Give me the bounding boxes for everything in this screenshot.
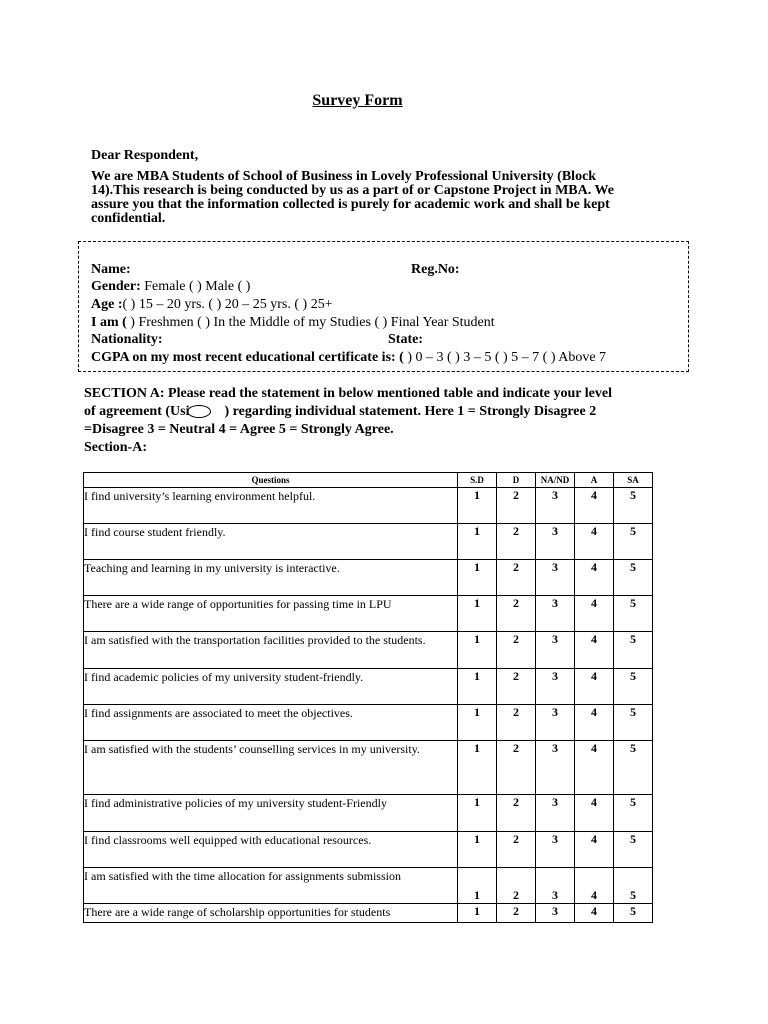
greeting: Dear Respondent, [91, 148, 199, 163]
rating-option-2[interactable]: 2 [497, 488, 536, 524]
rating-option-1[interactable]: 1 [458, 868, 497, 904]
respondent-info-box [78, 241, 689, 372]
table-row [84, 524, 653, 560]
table-row [84, 832, 653, 868]
rating-option-1[interactable]: 1 [458, 560, 497, 596]
gender-options[interactable]: Female ( ) Male ( ) [140, 279, 251, 294]
rating-option-5[interactable]: 5 [614, 596, 653, 632]
rating-option-5[interactable]: 5 [614, 524, 653, 560]
rating-option-2[interactable]: 2 [497, 632, 536, 669]
question-cell: I find academic policies of my university student-friendly. [84, 669, 458, 705]
section-a-text: ) regarding individual statement. Here 1 = Strongly Disagree 2 [224, 404, 597, 419]
state-field[interactable]: State: [388, 332, 423, 347]
rating-option-3[interactable]: 3 [536, 596, 575, 632]
rating-option-5[interactable]: 5 [614, 560, 653, 596]
rating-option-4[interactable]: 4 [575, 524, 614, 560]
year-row [91, 314, 495, 331]
rating-option-2[interactable]: 2 [497, 832, 536, 868]
rating-option-4[interactable]: 4 [575, 832, 614, 868]
rating-option-5[interactable]: 5 [614, 669, 653, 705]
rating-option-1[interactable]: 1 [458, 596, 497, 632]
rating-option-1[interactable]: 1 [458, 669, 497, 705]
table-row [84, 596, 653, 632]
header-sd: S.D [458, 473, 497, 488]
page-title: Survey Form [312, 92, 403, 109]
rating-option-4[interactable]: 4 [575, 560, 614, 596]
intro-line: confidential. [91, 211, 166, 226]
nationality-row [91, 331, 423, 348]
question-cell: I am satisfied with the transportation facilities provided to the students. [84, 632, 458, 669]
regno-field[interactable]: Reg.No: [411, 262, 460, 277]
table-row [84, 488, 653, 524]
cgpa-options[interactable]: ) 0 – 3 ( ) 3 – 5 ( ) 5 – 7 ( ) Above 7 [403, 350, 607, 365]
intro-line: We are MBA Students of School of Business in Lovely Professional University (Block [91, 169, 597, 184]
section-a-heading: Section-A: [84, 440, 147, 455]
rating-option-2[interactable]: 2 [497, 596, 536, 632]
rating-option-3[interactable]: 3 [536, 524, 575, 560]
rating-option-1[interactable]: 1 [458, 795, 497, 832]
rating-option-5[interactable]: 5 [614, 832, 653, 868]
section-a-line: SECTION A: Please read the statement in below mentioned table and indicate your level [84, 386, 612, 401]
year-options[interactable]: ) Freshmen ( ) In the Middle of my Studies ( ) Final Year Student [126, 315, 495, 330]
rating-option-3[interactable]: 3 [536, 669, 575, 705]
rating-option-4[interactable]: 4 [575, 741, 614, 795]
rating-option-5[interactable]: 5 [614, 904, 653, 923]
rating-option-4[interactable]: 4 [575, 488, 614, 524]
section-a-line: =Disagree 3 = Neutral 4 = Agree 5 = Strongly Agree. [84, 422, 394, 437]
cgpa-row [91, 349, 606, 366]
rating-option-3[interactable]: 3 [536, 632, 575, 669]
question-cell: Teaching and learning in my university is interactive. [84, 560, 458, 596]
nationality-field[interactable]: Nationality: [91, 332, 163, 347]
name-row [91, 261, 460, 278]
section-a-line [84, 403, 654, 421]
rating-option-4[interactable]: 4 [575, 904, 614, 923]
rating-option-3[interactable]: 3 [536, 488, 575, 524]
rating-option-3[interactable]: 3 [536, 560, 575, 596]
rating-option-1[interactable]: 1 [458, 904, 497, 923]
header-na-nd: NA/ND [536, 473, 575, 488]
header-a: A [575, 473, 614, 488]
rating-option-3[interactable]: 3 [536, 832, 575, 868]
question-cell: I am satisfied with the students’ counselling services in my university. [84, 741, 458, 795]
age-label: Age : [91, 297, 123, 312]
rating-option-4[interactable]: 4 [575, 795, 614, 832]
rating-option-3[interactable]: 3 [536, 904, 575, 923]
table-row [84, 669, 653, 705]
question-cell: There are a wide range of opportunities for passing time in LPU [84, 596, 458, 632]
iam-label: I am ( [91, 315, 127, 330]
rating-option-4[interactable]: 4 [575, 632, 614, 669]
header-sa: SA [614, 473, 653, 488]
rating-option-2[interactable]: 2 [497, 560, 536, 596]
rating-option-3[interactable]: 3 [536, 705, 575, 741]
rating-option-1[interactable]: 1 [458, 524, 497, 560]
rating-option-5[interactable]: 5 [614, 632, 653, 669]
gender-label: Gender: [91, 279, 141, 294]
table-row [84, 868, 653, 904]
rating-option-1[interactable]: 1 [458, 488, 497, 524]
question-cell: I find classrooms well equipped with educational resources. [84, 832, 458, 868]
intro-line: 14).This research is being conducted by us as a part of or Capstone Project in MBA. We [91, 183, 614, 198]
age-row [91, 296, 333, 313]
table-row [84, 560, 653, 596]
rating-option-2[interactable]: 2 [497, 795, 536, 832]
header-questions: Questions [84, 473, 458, 488]
question-cell: I find assignments are associated to meet the objectives. [84, 705, 458, 741]
rating-option-4[interactable]: 4 [575, 868, 614, 904]
section-a-instructions [84, 385, 654, 457]
question-cell: I find university’s learning environment helpful. [84, 488, 458, 524]
rating-option-2[interactable]: 2 [497, 669, 536, 705]
rating-option-5[interactable]: 5 [614, 705, 653, 741]
circle-mark-icon [187, 405, 211, 418]
table-header-row [84, 473, 653, 488]
rating-option-5[interactable]: 5 [614, 795, 653, 832]
question-cell: I find administrative policies of my university student-Friendly [84, 795, 458, 832]
intro-paragraph [91, 170, 663, 226]
rating-option-2[interactable]: 2 [497, 868, 536, 904]
cgpa-label: CGPA on my most recent educational certificate is: ( [91, 350, 404, 365]
rating-option-2[interactable]: 2 [497, 705, 536, 741]
table-row [84, 795, 653, 832]
rating-option-1[interactable]: 1 [458, 632, 497, 669]
age-options[interactable]: ( ) 15 – 20 yrs. ( ) 20 – 25 yrs. ( ) 25+ [122, 297, 333, 312]
rating-option-2[interactable]: 2 [497, 524, 536, 560]
rating-option-3[interactable]: 3 [536, 795, 575, 832]
intro-line: assure you that the information collected is purely for academic work and shall be kept [91, 197, 610, 212]
table-row [84, 705, 653, 741]
rating-option-5[interactable]: 5 [614, 868, 653, 904]
header-d: D [497, 473, 536, 488]
rating-option-4[interactable]: 4 [575, 669, 614, 705]
table-row [84, 741, 653, 795]
rating-option-2[interactable]: 2 [497, 904, 536, 923]
rating-option-4[interactable]: 4 [575, 705, 614, 741]
table-row [84, 632, 653, 669]
rating-option-1[interactable]: 1 [458, 705, 497, 741]
question-cell: I find course student friendly. [84, 524, 458, 560]
question-cell: There are a wide range of scholarship opportunities for students [84, 904, 458, 923]
gender-row [91, 278, 250, 295]
section-a-text: of agreement (Usi [84, 404, 190, 419]
name-field[interactable]: Name: [91, 262, 131, 277]
rating-option-3[interactable]: 3 [536, 741, 575, 795]
rating-option-3[interactable]: 3 [536, 868, 575, 904]
rating-option-2[interactable]: 2 [497, 741, 536, 795]
rating-option-1[interactable]: 1 [458, 832, 497, 868]
rating-option-5[interactable]: 5 [614, 488, 653, 524]
survey-table [83, 472, 653, 923]
question-cell: I am satisfied with the time allocation for assignments submission [84, 868, 458, 904]
rating-option-1[interactable]: 1 [458, 741, 497, 795]
rating-option-5[interactable]: 5 [614, 741, 653, 795]
rating-option-4[interactable]: 4 [575, 596, 614, 632]
table-row [84, 904, 653, 923]
